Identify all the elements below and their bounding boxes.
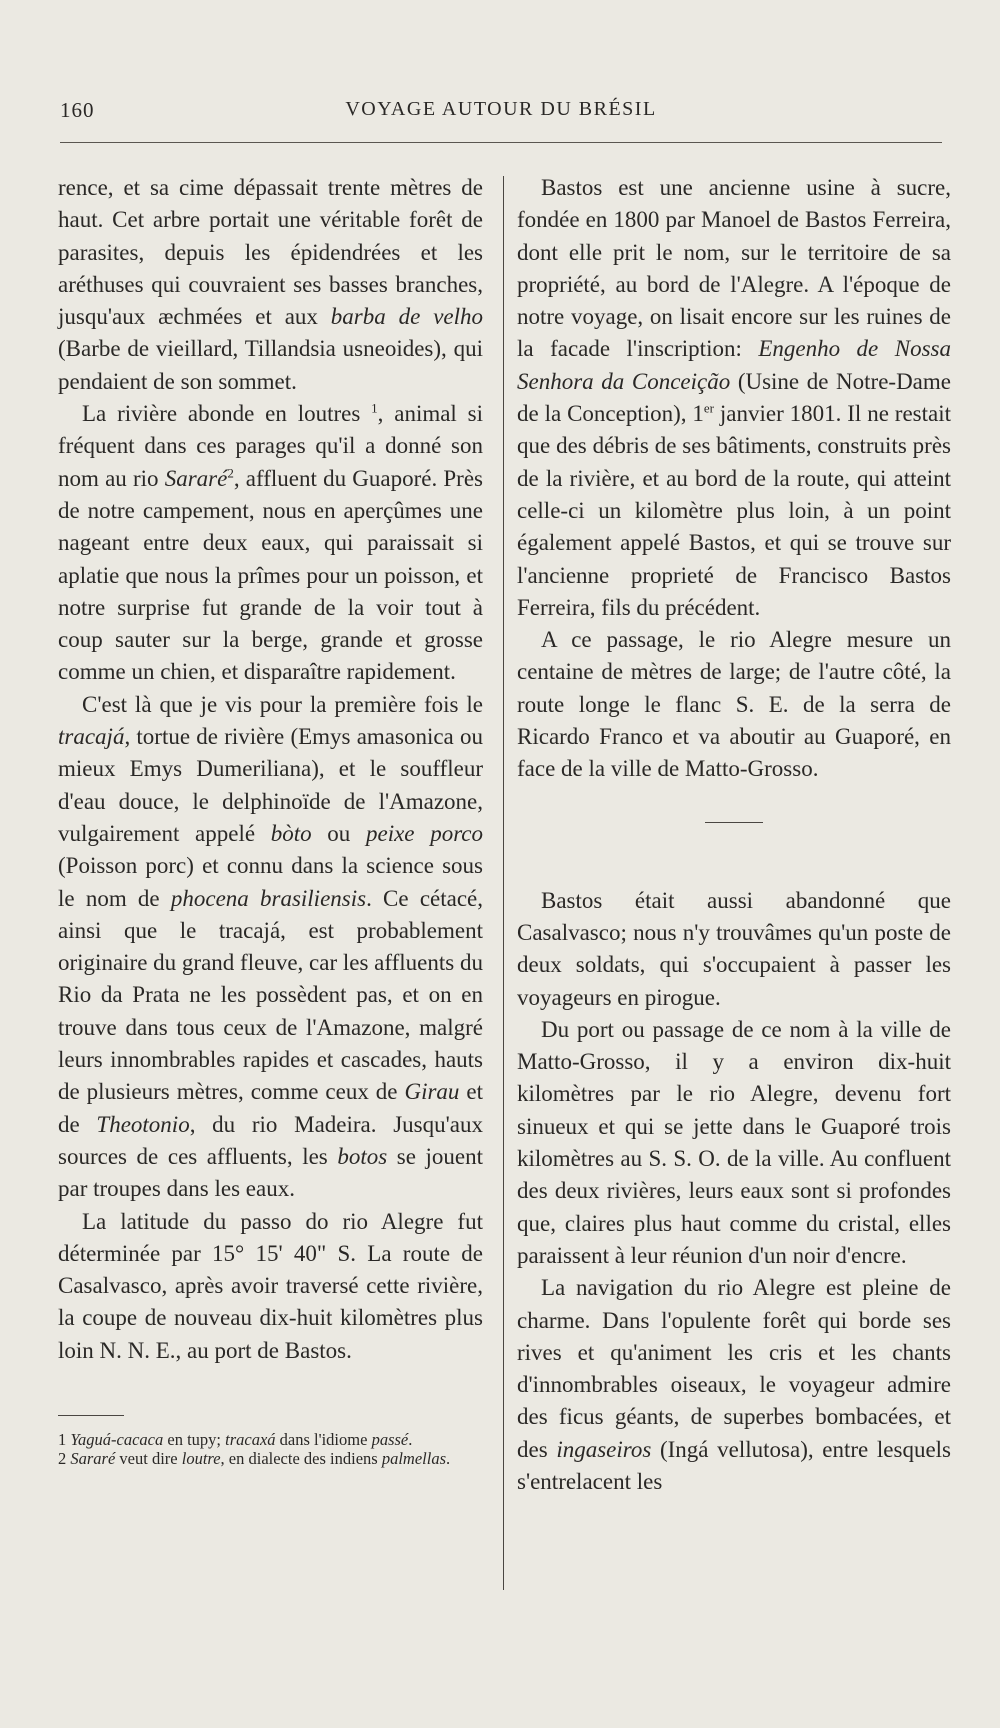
text-run: .	[446, 1448, 451, 1468]
paragraph	[58, 1206, 483, 1367]
paragraph	[517, 1014, 951, 1272]
running-title: VOYAGE AUTOUR DU BRÉSIL	[345, 98, 657, 120]
footnote-separator	[58, 1415, 124, 1416]
text-run: se jouent par troupes dans les eaux.	[58, 1143, 483, 1202]
paragraph	[517, 172, 951, 624]
column-divider	[503, 176, 504, 1590]
italic-run: Theotonio	[96, 1111, 190, 1137]
text-run: La navigation du rio Alegre est pleine de charme. Dans l'opulente forêt qui borde ses rives et qu'animent les cris et les chants d'innombrables oiseaux, le voyageur admire des ficus géants, de superbes bombacées, et des	[517, 1275, 951, 1462]
paragraph	[517, 885, 951, 1014]
text-run: (Usine de Notre-Dame de la Conception), 1	[517, 368, 951, 427]
text-run: La latitude du passo do rio Alegre fut déterminée par 15° 15' 40" S. La route de Casalvasco, après avoir traversé cette rivière, la coupe de nouveau dix-huit kilomètres plus loin N. N. E., au port de Bastos.	[58, 1208, 483, 1363]
italic-run: palmellas	[381, 1448, 446, 1468]
text-run: C'est là que je vis pour la première fois le	[82, 691, 483, 717]
text-run: ou	[311, 820, 366, 846]
text-run: A ce passage, le rio Alegre mesure un centaine de mètres de large; de l'autre côté, la route longe le flanc S. E. de la serra de Ricardo Franco et va aboutir au Guaporé, en face de la ville de Matto-Grosso.	[517, 627, 951, 782]
italic-run: Sararé	[70, 1448, 116, 1468]
italic-run: peixe porco	[366, 820, 484, 846]
text-run: La rivière abonde en loutres	[82, 401, 372, 427]
italic-run: passé	[371, 1429, 409, 1449]
italic-run: barba de velho	[330, 304, 484, 330]
text-run: dans l'idiome	[275, 1429, 372, 1449]
text-run: , affluent du Guaporé. Près de notre campement, nous en aperçûmes une nageant entre deux eaux, qui paraissait si aplatie que nous la prîmes pour un poisson, et notre surprise fut grande de la voir tout à coup sauter sur la berge, grande et grosse comme un chien, et disparaître rapidement.	[58, 465, 483, 685]
paragraph	[517, 1272, 951, 1498]
text-run: (Barbe de vieillard, Tillandsia usneoides), qui pendaient de son sommet.	[58, 336, 483, 394]
text-run: , en dialecte des indiens	[220, 1448, 382, 1468]
text-run: veut dire	[115, 1448, 182, 1468]
footnote-1	[58, 1430, 483, 1449]
header-rule	[60, 142, 942, 143]
italic-run: bòto	[270, 820, 312, 846]
text-run: Du port ou passage de ce nom à la ville de Matto-Grosso, il y a environ dix-huit kilomètres par le rio Alegre, devenu fort sinueux et qui se jette dans le Guaporé trois kilomètres au S. S. O. de la ville. Au confluent des deux rivières, leurs eaux sont si profondes que, claires plus haut comme du cristal, elles paraissent à leur réunion d'un noir d'encre.	[517, 1016, 951, 1268]
italic-run: tracaxá	[225, 1429, 276, 1449]
text-run: , tortue de rivière (Emys amasonica ou mieux Emys Dumeriliana), et le souffleur d'eau douce, le delphinoïde de l'Amazone, vulgairement appelé	[58, 724, 483, 846]
italic-run: Engenho de Nossa Senhora da Conceição	[517, 336, 951, 394]
text-run: rence, et sa cime dépassait trente mètres de haut. Cet arbre portait une véritable forêt de parasites, depuis les épidendrées et les aréthuses qui couvraient ses basses branches, jusqu'aux æchmées et aux	[58, 175, 483, 330]
text-run: janvier 1801. Il ne restait que des débris de ses bâtiments, construits près de la rivière, et au bord de la route, qui atteint celle-ci un kilomètre plus loin, à un point également appelé Bastos, et qui se trouve sur l'ancienne proprieté de Francisco Bastos Ferreira, fils du précédent.	[517, 401, 951, 620]
italic-run: Yaguá-cacaca	[70, 1429, 164, 1449]
superscript-mark: 2	[227, 465, 234, 481]
paragraph	[58, 172, 483, 398]
page-header	[60, 98, 942, 128]
text-run: Bastos est une ancienne usine à sucre, fondée en 1800 par Manoel de Bastos Ferreira, dont elle prit le nom, sur le territoire de sa propriété, au bord de l'Alegre. A l'époque de notre voyage, on lisait encore sur les ruines de la facade l'inscription:	[517, 175, 951, 362]
right-column	[517, 172, 951, 1498]
text-run: .	[408, 1429, 413, 1449]
section-separator	[705, 822, 763, 823]
superscript-mark: er	[703, 400, 715, 416]
page-number: 160	[60, 98, 95, 122]
text-run: en tupy;	[163, 1429, 226, 1449]
text-run: . Ce cétacé, ainsi que le tracajá, est probablement originaire du grand fleuve, car les affluents du Rio da Prata ne les possèdent pas, et on en trouve dans tous ceux de l'Amazone, malgré leurs innombrables rapides et cascades, hauts de plusieurs mètres, comme ceux de	[58, 885, 483, 1105]
superscript-mark: 1	[371, 400, 378, 416]
italic-run: loutre	[181, 1448, 221, 1468]
italic-run: ingaseiros	[556, 1436, 652, 1462]
footnotes	[58, 1430, 483, 1468]
italic-run: botos	[337, 1143, 388, 1169]
text-run: , animal si fréquent dans ces parages qu'il a donné son nom au rio	[58, 401, 483, 491]
italic-run: Sararé	[164, 465, 228, 491]
footnote-2	[58, 1449, 483, 1468]
text-run: , du rio Madeira. Jusqu'aux sources de ces affluents, les	[58, 1111, 483, 1169]
paragraph	[58, 689, 483, 1206]
text-run: (Ingá vellutosa), entre lesquels s'entrelacent les	[517, 1436, 951, 1494]
left-column	[58, 172, 483, 1468]
text-run: et de	[58, 1079, 483, 1137]
text-run: 1	[58, 1429, 71, 1449]
italic-run: tracajá	[58, 724, 125, 750]
paragraph	[517, 624, 951, 785]
italic-run: phocena brasiliensis	[170, 885, 367, 911]
text-run: 2	[58, 1448, 71, 1468]
paragraph	[58, 398, 483, 689]
text-run: (Poisson porc) et connu dans la science sous le nom de	[58, 853, 483, 911]
italic-run: Girau	[404, 1079, 460, 1105]
text-run: Bastos était aussi abandonné que Casalvasco; nous n'y trouvâmes qu'un poste de deux soldats, qui s'occupaient à passer les voyageurs en pirogue.	[517, 887, 951, 1010]
